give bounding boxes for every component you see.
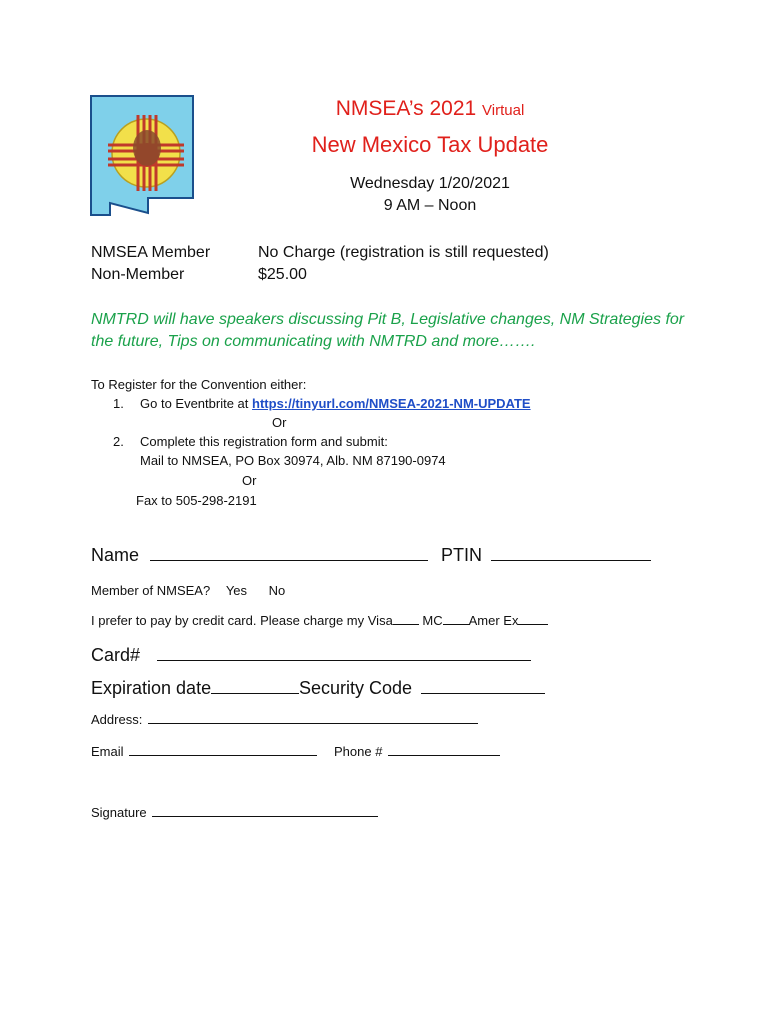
expiration-row [91,678,299,699]
event-subtitle: New Mexico Tax Update [311,132,549,157]
signature-field[interactable] [152,816,378,817]
nm-state-logo-icon [88,93,198,218]
pricing-value-member: No Charge (registration is still requested) [258,244,549,261]
payment-amex-label: Amer Ex [468,613,519,628]
payment-row [91,613,548,628]
pricing-label-member: NMSEA Member [91,244,211,261]
register-opt2-text: Complete this registration form and submit: [140,434,388,449]
payment-text: I prefer to pay by credit card. Please charge my Visa [91,613,393,628]
security-label: Security Code [299,678,413,698]
event-time: 9 AM – Noon [383,197,477,214]
member-row [91,583,285,598]
register-opt2-num: 2. [113,434,124,449]
payment-mc-label: MC [422,613,443,628]
email-label: Email [91,744,124,759]
pricing-label-nonmember: Non-Member [91,266,185,283]
name-row [91,545,428,566]
member-question: Member of NMSEA? [91,583,211,598]
event-title-tag: Virtual [482,102,525,119]
address-field[interactable] [148,723,478,724]
phone-row [334,744,500,759]
amex-field[interactable] [518,624,548,625]
nmsea-logo [88,93,198,218]
card-row [91,645,531,666]
signature-label: Signature [91,805,147,820]
register-fax: Fax to 505-298-2191 [136,493,257,508]
register-intro: To Register for the Convention either: [91,377,307,392]
register-opt1 [140,396,531,411]
email-row [91,744,317,759]
security-field[interactable] [421,693,545,694]
address-row [91,712,478,727]
register-or1: Or [272,415,287,430]
mc-field[interactable] [443,624,469,625]
register-opt1-num: 1. [113,396,124,411]
register-or2: Or [242,473,257,488]
ptin-field[interactable] [491,560,651,561]
phone-field[interactable] [388,755,500,756]
ptin-label: PTIN [441,545,483,565]
pricing-value-nonmember: $25.00 [258,266,307,283]
speaker-note-line1: NMTRD will have speakers discussing Pit B, Legislative changes, NM Strategies for [91,311,685,328]
visa-field[interactable] [393,624,419,625]
ptin-row [441,545,651,566]
member-yes-option[interactable]: Yes [225,583,248,598]
security-row [299,678,545,699]
card-label: Card# [91,645,141,665]
register-opt1-text: Go to Eventbrite at [140,396,249,411]
name-label: Name [91,545,140,565]
card-field[interactable] [157,660,531,661]
register-mail: Mail to NMSEA, PO Box 30974, Alb. NM 87190-0974 [140,453,446,468]
eventbrite-link[interactable]: https://tinyurl.com/NMSEA-2021-NM-UPDATE [252,396,531,411]
member-no-option[interactable]: No [268,583,286,598]
event-title [300,97,560,121]
speaker-note-line2: the future, Tips on communicating with NMTRD and more……. [91,333,536,350]
name-field[interactable] [150,560,428,561]
event-date: Wednesday 1/20/2021 [350,175,510,192]
email-field[interactable] [129,755,317,756]
address-label: Address: [91,712,143,727]
phone-label: Phone # [334,744,383,759]
expiration-field[interactable] [211,693,299,694]
event-title-main: NMSEA’s 2021 [335,97,477,120]
expiration-label: Expiration date [91,678,212,698]
signature-row [91,805,378,820]
